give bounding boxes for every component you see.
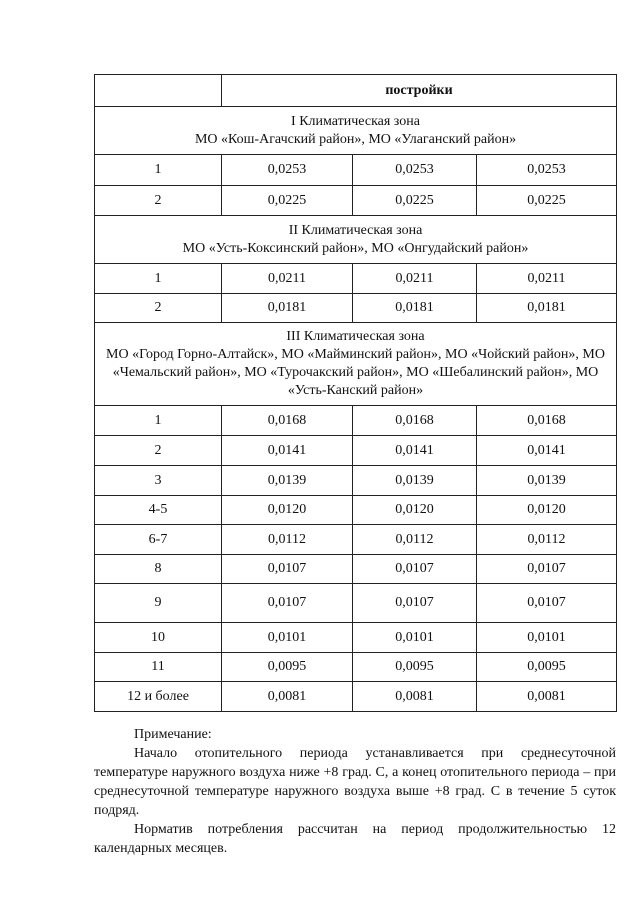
floors-cell: 2 [95,436,222,466]
value-cell: 0,0181 [222,294,353,323]
table-row [95,682,617,712]
floors-cell: 3 [95,466,222,496]
value-cell: 0,0120 [477,496,617,525]
notes-paragraph-norm-period: Норматив потребления рассчитан на период продолжительностью 12 календарных месяцев. [94,822,616,856]
value-cell: 0,0095 [353,653,477,682]
header-cell-empty [95,75,222,107]
zone-areas: МО «Кош-Агачский район», МО «Улаганский район» [194,131,517,147]
zone-title: I Климатическая зона [291,113,420,129]
value-cell: 0,0101 [353,623,477,653]
value-cell: 0,0211 [353,264,477,294]
floors-cell: 10 [95,623,222,653]
table-row [95,584,617,623]
table-row [95,406,617,436]
value-cell: 0,0095 [222,653,353,682]
value-cell: 0,0081 [222,682,353,712]
floors-cell: 4-5 [95,496,222,525]
value-cell: 0,0081 [353,682,477,712]
table-row [95,496,617,525]
floors-cell: 12 и более [95,682,222,712]
value-cell: 0,0168 [222,406,353,436]
zone-title: II Климатическая зона [288,222,423,238]
zone-areas: МО «Город Горно-Алтайск», МО «Майминский район», МО «Чойский район», МО «Чемальский район», МО «Турочакский район», МО «Шебалинский район», МО «Усть-Канский район» [106,347,605,398]
zone-title: III Климатическая зона [286,329,425,344]
value-cell: 0,0141 [353,436,477,466]
zone-areas: МО «Усть-Коксинский район», МО «Онгудайский район» [182,240,529,256]
table-row [95,294,617,323]
table-row [95,436,617,466]
value-cell: 0,0095 [477,653,617,682]
zone-row [95,107,617,155]
value-cell: 0,0139 [222,466,353,496]
value-cell: 0,0225 [222,186,353,216]
norms-table [94,74,617,712]
floors-cell: 1 [95,155,222,186]
value-cell: 0,0101 [222,623,353,653]
value-cell: 0,0081 [477,682,617,712]
value-cell: 0,0139 [353,466,477,496]
value-cell: 0,0141 [222,436,353,466]
table-row [95,186,617,216]
zone-row [95,216,617,264]
notes-heading: Примечание: [134,727,212,742]
header-cell-buildings: постройки [222,75,617,107]
value-cell: 0,0211 [477,264,617,294]
value-cell: 0,0107 [477,584,617,623]
value-cell: 0,0112 [353,525,477,555]
floors-cell: 2 [95,294,222,323]
table-header-row [95,75,617,107]
value-cell: 0,0107 [222,584,353,623]
floors-cell: 8 [95,555,222,584]
value-cell: 0,0112 [477,525,617,555]
value-cell: 0,0225 [477,186,617,216]
floors-cell: 1 [95,406,222,436]
value-cell: 0,0101 [477,623,617,653]
value-cell: 0,0253 [222,155,353,186]
value-cell: 0,0211 [222,264,353,294]
value-cell: 0,0120 [222,496,353,525]
value-cell: 0,0120 [353,496,477,525]
value-cell: 0,0107 [222,555,353,584]
value-cell: 0,0107 [353,584,477,623]
table-row [95,525,617,555]
table-row [95,466,617,496]
value-cell: 0,0181 [353,294,477,323]
zone-row [95,323,617,406]
zone-3-caption [95,323,617,406]
notes-paragraph-heating-period: Начало отопительного периода устанавливается при среднесуточной температуре наружного воздуха ниже +8 град. С, а конец отопительного периода – при среднесуточной температуре наружного воздуха выше +8 град. С в течение 5 суток подряд. [94,746,616,818]
value-cell: 0,0168 [353,406,477,436]
table-row [95,623,617,653]
zone-1-caption [95,107,617,155]
table-row [95,555,617,584]
value-cell: 0,0168 [477,406,617,436]
floors-cell: 9 [95,584,222,623]
floors-cell: 1 [95,264,222,294]
table-row [95,264,617,294]
value-cell: 0,0181 [477,294,617,323]
value-cell: 0,0112 [222,525,353,555]
value-cell: 0,0253 [477,155,617,186]
floors-cell: 6-7 [95,525,222,555]
floors-cell: 11 [95,653,222,682]
value-cell: 0,0139 [477,466,617,496]
zone-2-caption [95,216,617,264]
notes-section [94,725,616,858]
table-row [95,155,617,186]
value-cell: 0,0107 [353,555,477,584]
value-cell: 0,0225 [353,186,477,216]
table-row [95,653,617,682]
value-cell: 0,0107 [477,555,617,584]
floors-cell: 2 [95,186,222,216]
value-cell: 0,0253 [353,155,477,186]
value-cell: 0,0141 [477,436,617,466]
